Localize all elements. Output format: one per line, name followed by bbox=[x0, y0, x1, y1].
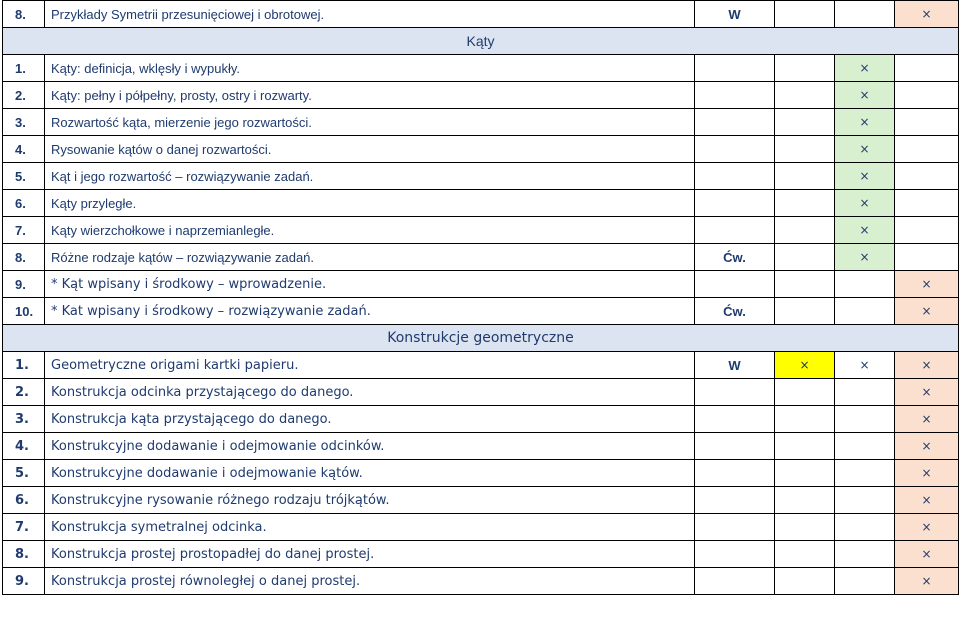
multiply-icon: × bbox=[895, 433, 959, 460]
row-kind bbox=[695, 163, 775, 190]
row-number: 7. bbox=[3, 217, 45, 244]
empty-cell bbox=[835, 271, 895, 298]
multiply-icon: × bbox=[895, 460, 959, 487]
table-row bbox=[3, 55, 959, 82]
row-number: 9. bbox=[3, 568, 45, 595]
table-row bbox=[3, 460, 959, 487]
row-topic: Kąty wierzchołkowe i naprzemianległe. bbox=[45, 217, 695, 244]
empty-cell bbox=[835, 406, 895, 433]
empty-cell bbox=[895, 190, 959, 217]
empty-cell bbox=[695, 568, 775, 595]
multiply-icon: × bbox=[835, 109, 895, 136]
empty-cell bbox=[895, 82, 959, 109]
row-number: 4. bbox=[3, 433, 45, 460]
empty-cell bbox=[695, 406, 775, 433]
row-kind bbox=[695, 55, 775, 82]
empty-cell bbox=[775, 514, 835, 541]
table-row bbox=[3, 163, 959, 190]
empty-cell bbox=[695, 460, 775, 487]
multiply-icon: × bbox=[835, 136, 895, 163]
row-kind: Ćw. bbox=[695, 298, 775, 325]
row-kind: W bbox=[695, 1, 775, 28]
row-number: 6. bbox=[3, 190, 45, 217]
empty-cell bbox=[775, 136, 835, 163]
table-row bbox=[3, 433, 959, 460]
empty-cell bbox=[775, 271, 835, 298]
empty-cell bbox=[895, 217, 959, 244]
empty-cell bbox=[835, 379, 895, 406]
empty-cell bbox=[775, 217, 835, 244]
empty-cell bbox=[695, 541, 775, 568]
empty-cell bbox=[775, 55, 835, 82]
row-number: 6. bbox=[3, 487, 45, 514]
empty-cell bbox=[775, 190, 835, 217]
row-topic: Konstrukcja prostej prostopadłej do danej prostej. bbox=[45, 541, 695, 568]
table-row bbox=[3, 379, 959, 406]
row-number: 1. bbox=[3, 352, 45, 379]
empty-cell bbox=[775, 82, 835, 109]
row-topic: Geometryczne origami kartki papieru. bbox=[45, 352, 695, 379]
empty-cell bbox=[835, 568, 895, 595]
multiply-icon: × bbox=[835, 217, 895, 244]
empty-cell bbox=[835, 487, 895, 514]
multiply-icon: × bbox=[835, 55, 895, 82]
row-topic: Rysowanie kątów o danej rozwartości. bbox=[45, 136, 695, 163]
multiply-icon: × bbox=[835, 82, 895, 109]
multiply-icon: × bbox=[895, 541, 959, 568]
row-number: 7. bbox=[3, 514, 45, 541]
row-number: 2. bbox=[3, 82, 45, 109]
multiply-icon: × bbox=[775, 352, 835, 379]
multiply-icon: × bbox=[895, 406, 959, 433]
empty-cell bbox=[775, 298, 835, 325]
table-row bbox=[3, 406, 959, 433]
row-kind bbox=[695, 136, 775, 163]
empty-cell bbox=[835, 460, 895, 487]
multiply-icon: × bbox=[895, 487, 959, 514]
empty-cell bbox=[775, 406, 835, 433]
row-topic: Konstrukcja symetralnej odcinka. bbox=[45, 514, 695, 541]
row-topic: Różne rodzaje kątów – rozwiązywanie zadań. bbox=[45, 244, 695, 271]
row-topic: Kąty: pełny i półpełny, prosty, ostry i rozwarty. bbox=[45, 82, 695, 109]
row-number: 3. bbox=[3, 109, 45, 136]
row-number: 10. bbox=[3, 298, 45, 325]
multiply-icon: × bbox=[835, 352, 895, 379]
table-row bbox=[3, 298, 959, 325]
table-row bbox=[3, 82, 959, 109]
row-number: 3. bbox=[3, 406, 45, 433]
section-header-konstrukcje bbox=[3, 325, 959, 352]
row-topic: * Kąt wpisany i środkowy – wprowadzenie. bbox=[45, 271, 695, 298]
row-topic: Konstrukcyjne dodawanie i odejmowanie odcinków. bbox=[45, 433, 695, 460]
row-number: 5. bbox=[3, 163, 45, 190]
multiply-icon: × bbox=[895, 1, 959, 28]
row-kind: Ćw. bbox=[695, 244, 775, 271]
row-topic: Kąt i jego rozwartość – rozwiązywanie zadań. bbox=[45, 163, 695, 190]
empty-cell bbox=[775, 460, 835, 487]
table-row bbox=[3, 514, 959, 541]
row-number: 4. bbox=[3, 136, 45, 163]
row-kind: W bbox=[695, 352, 775, 379]
row-kind bbox=[695, 109, 775, 136]
empty-cell bbox=[895, 109, 959, 136]
row-number: 9. bbox=[3, 271, 45, 298]
row-topic: Przykłady Symetrii przesunięciowej i obrotowej. bbox=[45, 1, 695, 28]
row-topic: * Kat wpisany i środkowy – rozwiązywanie zadań. bbox=[45, 298, 695, 325]
row-number: 8. bbox=[3, 1, 45, 28]
table-row bbox=[3, 487, 959, 514]
row-topic: Konstrukcja prostej równoległej o danej prostej. bbox=[45, 568, 695, 595]
empty-cell bbox=[835, 433, 895, 460]
multiply-icon: × bbox=[895, 298, 959, 325]
empty-cell bbox=[775, 568, 835, 595]
empty-cell bbox=[775, 487, 835, 514]
row-number: 8. bbox=[3, 244, 45, 271]
table-row bbox=[3, 190, 959, 217]
multiply-icon: × bbox=[835, 244, 895, 271]
row-topic: Konstrukcja kąta przystającego do danego. bbox=[45, 406, 695, 433]
table-row bbox=[3, 109, 959, 136]
section-title: Konstrukcje geometryczne bbox=[3, 325, 959, 352]
empty-cell bbox=[895, 55, 959, 82]
table-row bbox=[3, 271, 959, 298]
row-topic: Konstrukcja odcinka przystającego do danego. bbox=[45, 379, 695, 406]
empty-cell bbox=[835, 541, 895, 568]
empty-cell bbox=[895, 244, 959, 271]
table-row bbox=[3, 217, 959, 244]
empty-cell bbox=[835, 514, 895, 541]
empty-cell bbox=[775, 541, 835, 568]
empty-cell bbox=[775, 433, 835, 460]
row-number: 8. bbox=[3, 541, 45, 568]
multiply-icon: × bbox=[895, 352, 959, 379]
empty-cell bbox=[775, 379, 835, 406]
row-topic: Rozwartość kąta, mierzenie jego rozwartości. bbox=[45, 109, 695, 136]
multiply-icon: × bbox=[895, 379, 959, 406]
multiply-icon: × bbox=[895, 271, 959, 298]
empty-cell bbox=[895, 163, 959, 190]
curriculum-table bbox=[2, 0, 959, 595]
row-kind bbox=[695, 271, 775, 298]
multiply-icon: × bbox=[895, 568, 959, 595]
table-row bbox=[3, 541, 959, 568]
empty-cell bbox=[775, 109, 835, 136]
empty-cell bbox=[835, 298, 895, 325]
empty-cell bbox=[695, 514, 775, 541]
row-number: 2. bbox=[3, 379, 45, 406]
table-row bbox=[3, 136, 959, 163]
empty-cell bbox=[775, 1, 835, 28]
empty-cell bbox=[895, 136, 959, 163]
row-topic: Konstrukcyjne dodawanie i odejmowanie kątów. bbox=[45, 460, 695, 487]
row-kind bbox=[695, 217, 775, 244]
row-topic: Konstrukcyjne rysowanie różnego rodzaju trójkątów. bbox=[45, 487, 695, 514]
table-row bbox=[3, 1, 959, 28]
table-row bbox=[3, 352, 959, 379]
empty-cell bbox=[775, 244, 835, 271]
multiply-icon: × bbox=[835, 163, 895, 190]
section-title: Kąty bbox=[3, 28, 959, 55]
row-topic: Kąty: definicja, wklęsły i wypukły. bbox=[45, 55, 695, 82]
row-number: 1. bbox=[3, 55, 45, 82]
row-kind bbox=[695, 190, 775, 217]
section-header-katy bbox=[3, 28, 959, 55]
table-row bbox=[3, 568, 959, 595]
empty-cell bbox=[695, 379, 775, 406]
row-topic: Kąty przyległe. bbox=[45, 190, 695, 217]
empty-cell bbox=[835, 1, 895, 28]
empty-cell bbox=[775, 163, 835, 190]
empty-cell bbox=[695, 487, 775, 514]
multiply-icon: × bbox=[835, 190, 895, 217]
table-row bbox=[3, 244, 959, 271]
empty-cell bbox=[695, 433, 775, 460]
row-number: 5. bbox=[3, 460, 45, 487]
multiply-icon: × bbox=[895, 514, 959, 541]
row-kind bbox=[695, 82, 775, 109]
